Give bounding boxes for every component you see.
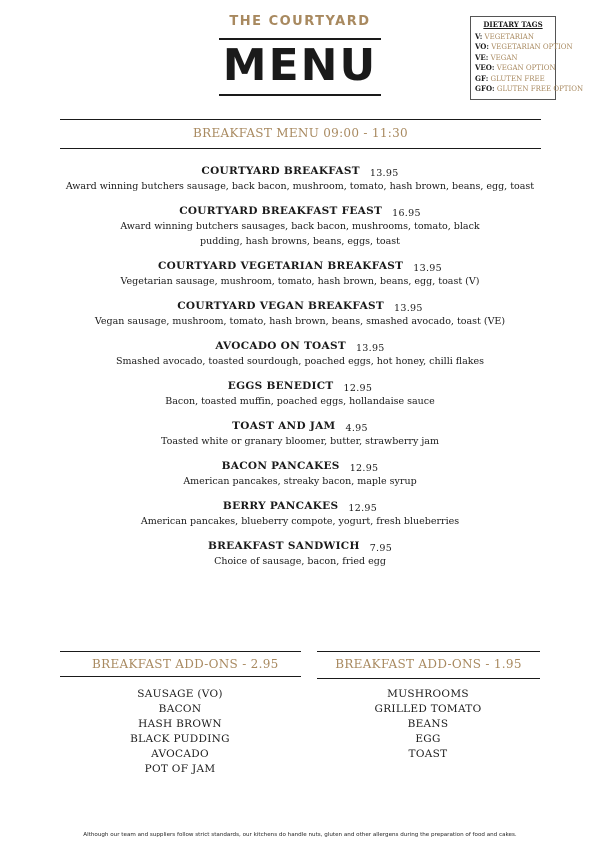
dietary-tag-label: VEGETARIAN OPTION	[491, 43, 573, 51]
item-description: Toasted white or granary bloomer, butter, strawberry jam	[161, 436, 439, 447]
dietary-tag-label: GLUTEN FREE	[490, 74, 545, 83]
addon-item: AVOCADO	[151, 748, 209, 760]
menu-item	[0, 259, 600, 289]
item-name: BREAKFAST SANDWICH	[207, 540, 360, 552]
item-price: 12.95	[343, 383, 373, 394]
addon-item: POT OF JAM	[144, 763, 216, 775]
addon-item: HASH BROWN	[138, 718, 222, 730]
item-price: 7.95	[369, 543, 393, 554]
dietary-tag-code: VEO:	[475, 63, 495, 72]
addon-item: BEANS	[407, 718, 449, 730]
allergen-disclaimer: Although our team and suppliers follow strict standards, our kitchens do handle nuts, gluten and other allergens during the preparation of food and cakes.	[83, 832, 517, 838]
breakfast-section-heading: BREAKFAST MENU 09:00 - 11:30	[60, 119, 541, 149]
item-description: Award winning butchers sausages, back bacon, mushrooms, tomato, black pudding, hash browns, beans, eggs, toast	[120, 221, 480, 247]
dietary-tag-code: GFO:	[475, 84, 495, 93]
item-description: Vegan sausage, mushroom, tomato, hash brown, beans, smashed avocado, toast (VE)	[94, 316, 506, 327]
dietary-tags-box	[470, 16, 584, 100]
item-price: 4.95	[345, 423, 368, 434]
addons-left-heading: BREAKFAST ADD-ONS - 2.95	[60, 651, 301, 677]
menu-item	[0, 539, 600, 569]
item-name: COURTYARD BREAKFAST	[201, 165, 360, 177]
item-name: EGGS BENEDICT	[227, 380, 334, 392]
item-name: COURTYARD VEGETARIAN BREAKFAST	[158, 260, 404, 272]
item-description: Bacon, toasted muffin, poached eggs, hollandaise sauce	[165, 396, 435, 407]
item-description: American pancakes, streaky bacon, maple syrup	[183, 476, 417, 487]
dietary-tag-code: GF:	[475, 73, 489, 83]
breakfast-item-list	[0, 164, 600, 579]
addons-right-list	[328, 687, 528, 762]
title-rule-bottom	[219, 94, 381, 96]
menu-item	[0, 299, 600, 329]
dietary-tag	[475, 42, 573, 53]
menu-item	[0, 499, 600, 529]
addon-item: BACON	[158, 703, 202, 715]
item-name: AVOCADO ON TOAST	[215, 340, 346, 352]
item-price: 13.95	[369, 168, 399, 179]
addon-item: MUSHROOMS	[387, 688, 469, 700]
brand-name: THE COURTYARD	[229, 14, 371, 29]
item-name: COURTYARD VEGAN BREAKFAST	[177, 300, 385, 312]
item-name: TOAST AND JAM	[232, 420, 336, 432]
dietary-tag	[475, 32, 551, 43]
menu-item	[0, 459, 600, 489]
dietary-tag	[475, 84, 584, 95]
item-name: BERRY PANCAKES	[222, 500, 339, 512]
dietary-tag	[475, 63, 556, 74]
dietary-tag	[475, 53, 551, 64]
dietary-tag	[475, 74, 551, 85]
dietary-tag-label: VEGETARIAN	[484, 32, 534, 41]
dietary-tag-code: V:	[475, 31, 483, 41]
item-description: Smashed avocado, toasted sourdough, poached eggs, hot honey, chilli flakes	[115, 356, 485, 367]
item-price: 12.95	[348, 503, 378, 514]
item-description: Vegetarian sausage, mushroom, tomato, hash brown, beans, egg, toast (V)	[120, 276, 480, 287]
dietary-tags-title: DIETARY TAGS	[483, 20, 543, 29]
item-name: BACON PANCAKES	[221, 460, 340, 472]
item-description: Choice of sausage, bacon, fried egg	[214, 556, 386, 567]
item-description: Award winning butchers sausage, back bacon, mushroom, tomato, hash brown, beans, egg, toast	[65, 181, 535, 192]
dietary-tag-code: VO:	[475, 42, 489, 51]
item-price: 13.95	[355, 343, 385, 354]
dietary-tag-label: VEGAN OPTION	[496, 64, 556, 72]
menu-item	[0, 204, 600, 249]
item-name: COURTYARD BREAKFAST FEAST	[179, 205, 383, 217]
addons-right-heading: BREAKFAST ADD-ONS - 1.95	[317, 651, 540, 679]
dietary-tag-label: VEGAN	[490, 53, 518, 62]
addon-item: BLACK PUDDING	[130, 733, 230, 745]
item-price: 13.95	[413, 263, 442, 274]
page-title: MENU	[222, 40, 378, 91]
addons-left-list	[80, 687, 280, 777]
dietary-tag-label: GLUTEN FREE OPTION	[496, 85, 584, 93]
addon-item: EGG	[415, 733, 441, 745]
item-price: 12.95	[349, 463, 379, 474]
item-price: 13.95	[394, 303, 423, 314]
dietary-tag-code: VE:	[475, 52, 489, 62]
addon-item: GRILLED TOMATO	[374, 703, 482, 715]
menu-item	[0, 379, 600, 409]
item-description: American pancakes, blueberry compote, yogurt, fresh blueberries	[140, 516, 460, 527]
item-price: 16.95	[392, 208, 421, 219]
addon-item: TOAST	[408, 748, 448, 760]
menu-item	[0, 339, 600, 369]
menu-item	[0, 164, 600, 194]
addon-item: SAUSAGE (VO)	[137, 688, 223, 700]
menu-item	[0, 419, 600, 449]
